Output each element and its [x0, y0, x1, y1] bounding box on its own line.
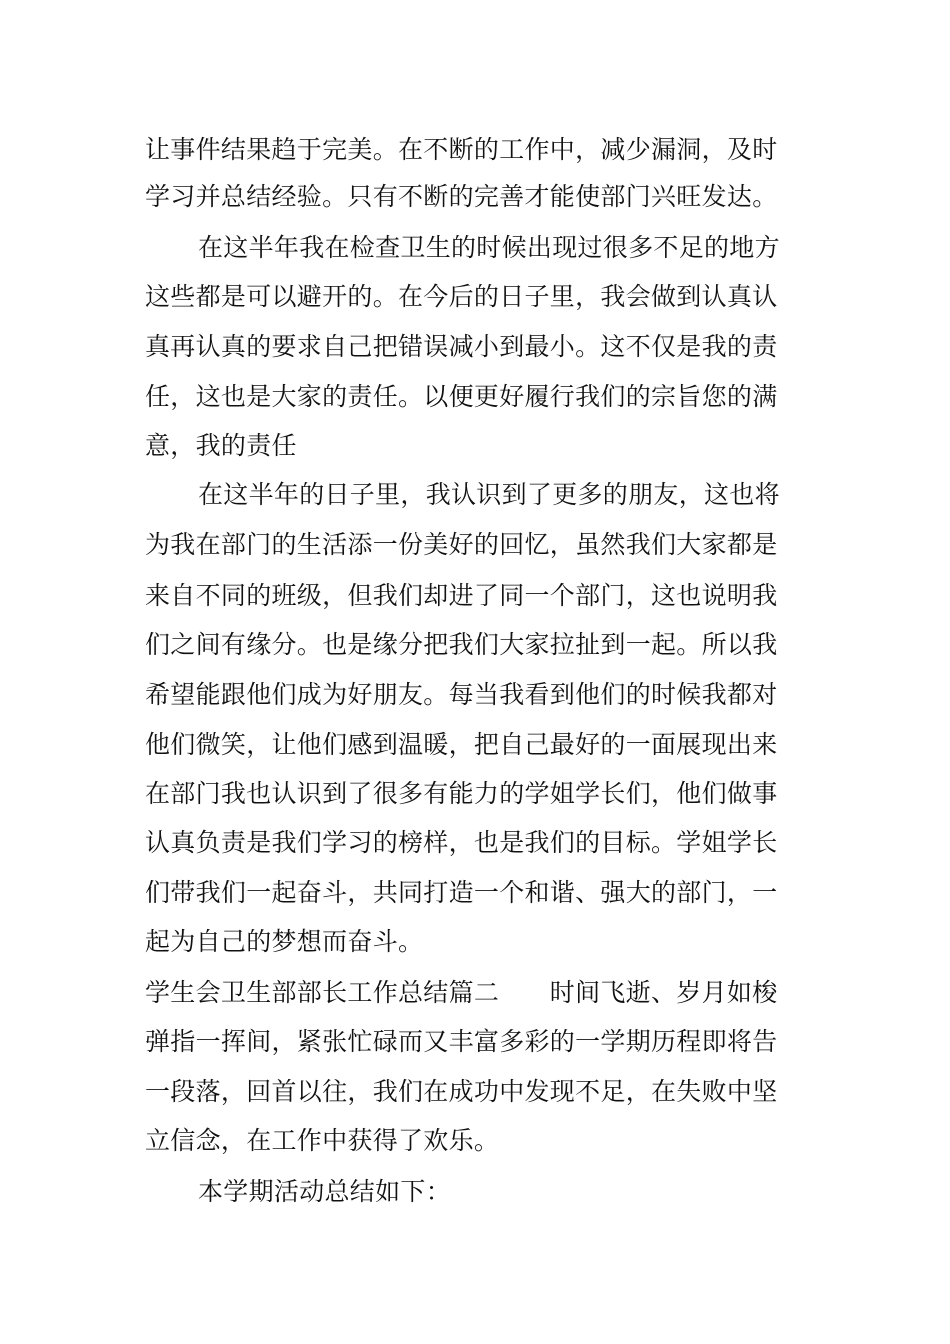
text-line: 任，这也是大家的责任。以便更好履行我们的宗旨您的满 — [145, 382, 778, 411]
text-line: 们之间有缘分。也是缘分把我们大家拉扯到一起。所以我 — [145, 630, 778, 659]
paragraph-first-line: 在这半年我在检查卫生的时候出现过很多不足的地方 — [198, 233, 780, 262]
text-line: 在部门我也认识到了很多有能力的学姐学长们，他们做事 — [145, 779, 778, 808]
text-line: 一段落，回首以往，我们在成功中发现不足，在失败中坚 — [145, 1077, 778, 1106]
text-line: 认真负责是我们学习的榜样，也是我们的目标。学姐学长 — [145, 828, 778, 857]
text-line: 真再认真的要求自己把错误减小到最小。这不仅是我的责 — [145, 332, 778, 361]
text-line: 弹指一挥间，紧张忙碌而又丰富多彩的一学期历程即将告 — [145, 1027, 778, 1056]
text-line: 意，我的责任 — [145, 431, 297, 460]
text-line: 立信念，在工作中获得了欢乐。 — [145, 1126, 500, 1155]
paragraph-first-line: 本学期活动总结如下： — [198, 1177, 452, 1206]
text-line: 让事件结果趋于完美。在不断的工作中，减少漏洞，及时 — [145, 135, 778, 164]
text-line: 希望能跟他们成为好朋友。每当我看到他们的时候我都对 — [145, 680, 778, 709]
text-line: 这些都是可以避开的。在今后的日子里，我会做到认真认 — [145, 282, 778, 311]
text-line: 起为自己的梦想而奋斗。 — [145, 927, 424, 956]
text-line: 为我在部门的生活添一份美好的回忆，虽然我们大家都是 — [145, 530, 778, 559]
section-heading-line: 学生会卫生部部长工作总结篇二 时间飞逝、岁月如梭 — [145, 978, 778, 1007]
paragraph-first-line: 在这半年的日子里，我认识到了更多的朋友，这也将 — [198, 480, 780, 509]
text-line: 他们微笑，让他们感到温暖，把自己最好的一面展现出来 — [145, 730, 778, 759]
text-line: 来自不同的班级，但我们却进了同一个部门，这也说明我 — [145, 581, 778, 610]
text-line: 们带我们一起奋斗，共同打造一个和谐、强大的部门，一 — [145, 878, 778, 907]
text-line: 学习并总结经验。只有不断的完善才能使部门兴旺发达。 — [145, 182, 778, 211]
